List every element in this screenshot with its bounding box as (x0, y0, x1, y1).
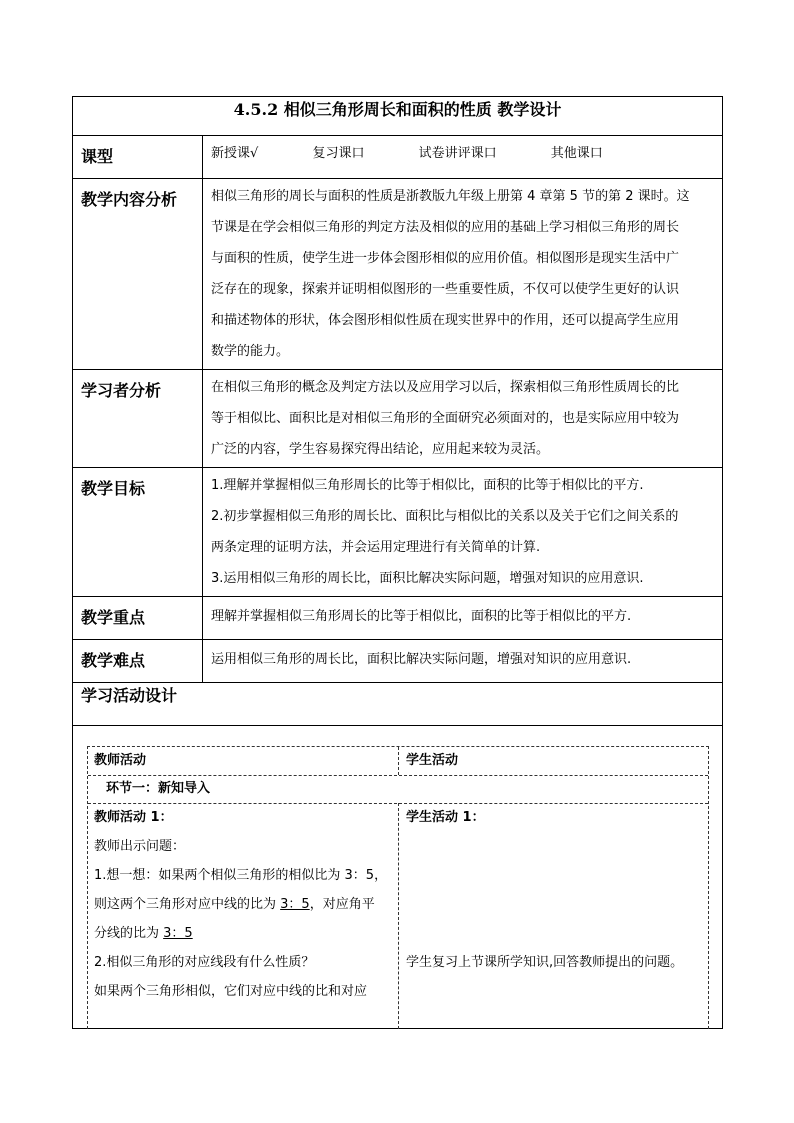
text-line (94, 890, 394, 919)
course-type-label: 课型 (73, 136, 203, 179)
text-line: 在相似三角形的概念及判定方法以及应用学习以后，探索相似三角形性质周长的比 (211, 380, 680, 395)
text-line: 与面积的性质，使学生进一步体会图形相似的应用价值。相似图形是现实生活中广 (211, 251, 680, 266)
column-divider (398, 803, 399, 1029)
answer-underlined: 3：5 (163, 926, 193, 941)
student-activity-title: 学生活动 1： (406, 810, 485, 825)
lesson-plan-table (72, 96, 723, 1029)
teacher-activity-header: 教师活动 (94, 753, 147, 768)
text-line: 和描述物体的形状，体会图形相似性质在现实世界中的作用，还可以提高学生应用 (211, 313, 680, 328)
text-segment: 分线的比为 (94, 926, 164, 941)
text-line: 相似三角形的周长与面积的性质是浙教版九年级上册第 4 章第 5 节的第 2 课时。这 (211, 189, 690, 204)
text-line (94, 919, 394, 948)
learner-analysis-label: 学习者分析 (73, 370, 203, 468)
activity-table (87, 746, 709, 1029)
objectives-text (203, 468, 723, 597)
option-review: 复习课口 (312, 146, 365, 161)
text-segment: 则这两个三角形对应中线的比为 (94, 897, 281, 912)
option-other: 其他课口 (550, 146, 603, 161)
text-segment: ，对应角平 (309, 897, 375, 912)
text-line: 泛存在的现象，探索并证明相似图形的一些重要性质，不仅可以使学生更好的认识 (211, 282, 680, 297)
text-line: 1.想一想：如果两个相似三角形的相似比为 3：5， (94, 868, 388, 883)
text-line: 3.运用相似三角形的周长比，面积比解决实际问题，增强对知识的应用意识. (211, 571, 644, 586)
option-new-lesson: 新授课√ (211, 146, 259, 161)
option-exam-review: 试卷讲评课口 (418, 146, 497, 161)
activity-design-label: 学习活动设计 (73, 683, 723, 726)
text-line: 广泛的内容，学生容易探究得出结论，应用起来较为灵活。 (211, 442, 550, 457)
key-points-label: 教学重点 (73, 597, 203, 640)
objectives-label: 教学目标 (73, 468, 203, 597)
lesson-plan-page (72, 96, 722, 1022)
teacher-activity-content (94, 803, 394, 1006)
text-line: 等于相似比、面积比是对相似三角形的全面研究必须面对的，也是实际应用中较为 (211, 411, 680, 426)
course-type-options (203, 136, 723, 179)
difficulties-label: 教学难点 (73, 640, 203, 683)
column-divider (398, 747, 399, 775)
content-analysis-text (203, 179, 723, 370)
text-line: 2.初步掌握相似三角形的周长比、面积比与相似比的关系以及关于它们之间关系的 (211, 509, 679, 524)
difficulties-text: 运用相似三角形的周长比，面积比解决实际问题，增强对知识的应用意识. (203, 640, 723, 683)
text-line: 节课是在学会相似三角形的判定方法及相似的应用的基础上学习相似三角形的周长 (211, 220, 680, 235)
text-line: 数学的能力。 (211, 344, 290, 359)
text-line: 两条定理的证明方法，并会运用定理进行有关简单的计算. (211, 540, 541, 555)
activity-design-area (73, 726, 723, 1029)
content-analysis-label: 教学内容分析 (73, 179, 203, 370)
text-line: 如果两个三角形相似，它们对应中线的比和对应 (94, 984, 368, 999)
teacher-activity-title: 教师活动 1： (94, 810, 173, 825)
student-activity-header: 学生活动 (406, 753, 459, 768)
text-line: 1.理解并掌握相似三角形周长的比等于相似比，面积的比等于相似比的平方. (211, 478, 644, 493)
learner-analysis-text (203, 370, 723, 468)
key-points-text: 理解并掌握相似三角形周长的比等于相似比，面积的比等于相似比的平方. (203, 597, 723, 640)
student-activity-text: 学生复习上节课所学知识,回答教师提出的问题。 (406, 955, 684, 970)
text-line: 教师出示问题： (94, 839, 186, 854)
section-title: 环节一：新知导入 (106, 781, 211, 796)
spacer (406, 832, 706, 948)
document-title: 4.5.2 相似三角形周长和面积的性质 教学设计 (73, 97, 723, 136)
text-line: 2.相似三角形的对应线段有什么性质？ (94, 955, 315, 970)
answer-underlined: 3：5 (280, 897, 310, 912)
student-activity-content (406, 803, 706, 977)
